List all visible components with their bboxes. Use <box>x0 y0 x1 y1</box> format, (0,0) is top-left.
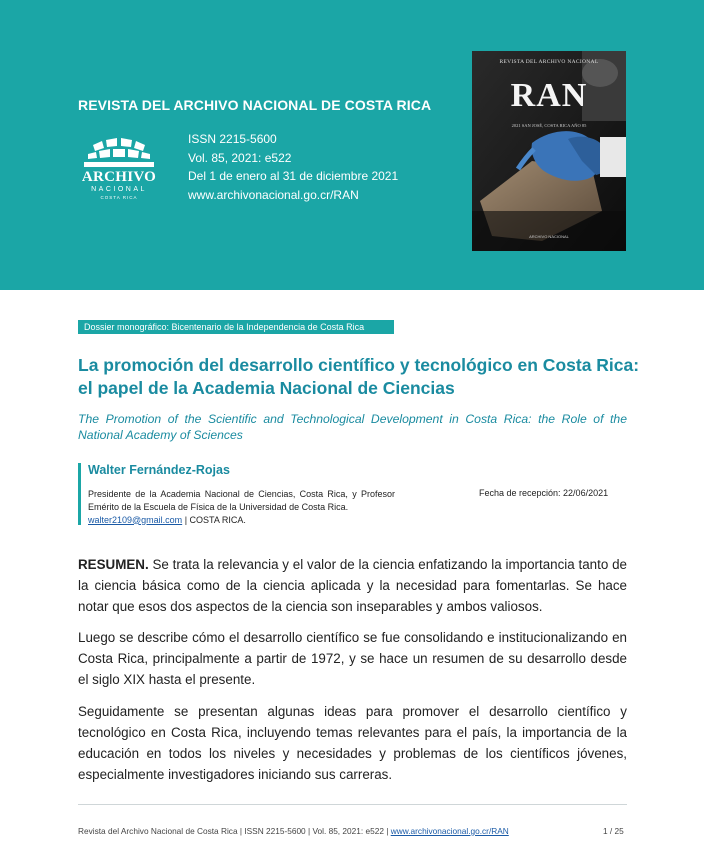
cover-top-text: REVISTA DEL ARCHIVO NACIONAL <box>499 59 599 65</box>
article-title-english: The Promotion of the Scientific and Technological Development in Costa Rica: the Role of the National Academy of Sciences <box>78 412 627 442</box>
cover-logo-text: ARCHIVO NACIONAL <box>529 234 569 239</box>
logo-line2: NACIONAL <box>91 186 147 193</box>
logo-line3: COSTA RICA <box>100 195 138 200</box>
archivo-nacional-logo <box>80 138 160 204</box>
page-number: 1 / 25 <box>603 826 624 836</box>
footer-divider <box>78 804 627 805</box>
author-affiliation <box>88 488 395 526</box>
abstract-paragraph-1 <box>78 554 627 617</box>
section-tag: Dossier monográfico: Bicentenario de la Independencia de Costa Rica <box>78 320 394 334</box>
page-footer <box>78 826 509 836</box>
publication-dates: Del 1 de enero al 31 de diciembre 2021 <box>188 169 399 184</box>
cover-title: RAN <box>510 77 588 114</box>
abstract-paragraph-3: Seguidamente se presentan algunas ideas para promover el desarrollo científico y tecnológico en Costa Rica, incluyendo temas relevantes para el país, la importancia de la educación en todos los niveles y necesidades y problemas de los científicos jóvenes, especialmente investigadores iniciando sus carreras. <box>78 704 627 782</box>
title-line-1: La promoción del desarrollo científico y tecnológico en Costa Rica: <box>78 355 640 375</box>
footer-text: Revista del Archivo Nacional de Costa Rica | ISSN 2215-5600 | Vol. 85, 2021: e522 | <box>78 826 391 836</box>
journal-header <box>0 0 704 290</box>
affiliation-text: Presidente de la Academia Nacional de Ciencias, Costa Rica, y Profesor Emérito de la Escuela de Física de la Universidad de Costa Rica. <box>88 489 395 512</box>
cover-subtitle: 2021 SAN JOSÉ, COSTA RICA AÑO 85 <box>511 123 587 128</box>
journal-title: REVISTA DEL ARCHIVO NACIONAL DE COSTA RICA <box>78 97 432 113</box>
volume: Vol. 85, 2021: e522 <box>188 150 292 165</box>
title-line-2: el papel de la Academia Nacional de Ciencias <box>78 378 455 398</box>
author-accent-bar <box>78 463 81 525</box>
abstract-paragraph-2: Luego se describe cómo el desarrollo científico se fue consolidando e institucionalizando en Costa Rica, principalmente a partir de 1972, y se hace un resumen de su desarrollo desde el siglo XIX hasta el presente. <box>78 630 627 687</box>
author-name: Walter Fernández-Rojas <box>88 463 230 477</box>
issn: ISSN 2215-5600 <box>188 132 277 146</box>
author-country: | COSTA RICA. <box>182 514 246 525</box>
website: www.archivonacional.go.cr/RAN <box>188 187 359 202</box>
journal-cover <box>472 51 626 251</box>
journal-meta <box>188 130 398 204</box>
footer-website-link[interactable]: www.archivonacional.go.cr/RAN <box>390 826 509 836</box>
reception-date: Fecha de recepción: 22/06/2021 <box>479 488 609 498</box>
archive-building-icon <box>80 138 160 170</box>
article-title <box>78 354 638 400</box>
abstract-text-1: Se trata la relevancia y el valor de la ciencia enfatizando la importancia tanto de la ciencia básica como de la ciencia aplicada y la necesidad para fomentarlas. Se hace notar que esos dos aspectos de la ciencia son inseparables y ambos valiosos. <box>78 557 627 614</box>
abstract-label: RESUMEN. <box>78 557 149 572</box>
author-email-link[interactable]: walter2109@gmail.com <box>88 514 183 525</box>
logo-line1: ARCHIVO <box>81 169 157 185</box>
